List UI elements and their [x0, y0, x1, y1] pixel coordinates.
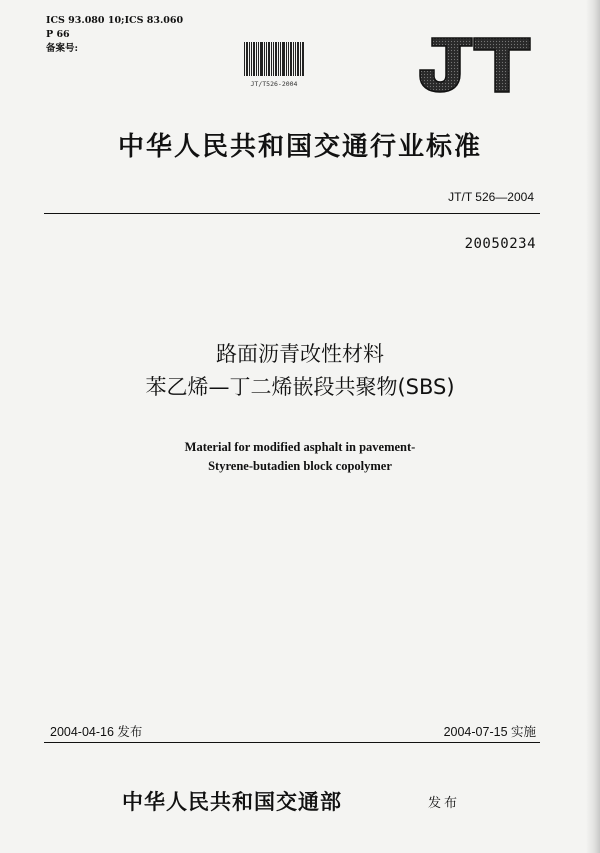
chinese-title-line2: 苯乙烯—丁二烯嵌段共聚物(SBS) — [145, 375, 455, 399]
jt-logo-icon — [414, 34, 534, 94]
english-title-line1: Material for modified asphalt in pavement- — [184, 440, 416, 454]
barcode-caption: JT/T526-2004 — [250, 80, 298, 88]
header-divider — [44, 213, 540, 214]
barcode — [242, 40, 306, 94]
footer-divider — [44, 742, 540, 743]
chinese-title-line1: 路面沥青改性材料 — [216, 342, 384, 366]
effective-date: 2004-07-15 实施 — [443, 725, 536, 739]
jt-logo — [414, 34, 534, 94]
standard-code: JT/T 526—2004 — [448, 190, 534, 204]
chinese-title — [0, 338, 600, 404]
ics-code: ICS 93.080 10;ICS 83.060 — [46, 15, 184, 26]
category-code: P 66 — [46, 29, 70, 40]
issue-date: 2004-04-16 发布 — [50, 725, 143, 739]
record-number-label: 备案号: — [46, 43, 79, 54]
issuing-authority: 中华人民共和国交通部 — [122, 790, 342, 814]
standard-title: 中华人民共和国交通行业标准 — [117, 132, 482, 162]
serial-number: 20050234 — [464, 236, 536, 252]
english-title — [0, 438, 600, 476]
classification-block — [46, 14, 183, 56]
english-title-line2: Styrene-butadien block copolymer — [208, 459, 392, 473]
issuing-label: 发布 — [428, 796, 461, 811]
barcode-icon — [242, 40, 306, 78]
